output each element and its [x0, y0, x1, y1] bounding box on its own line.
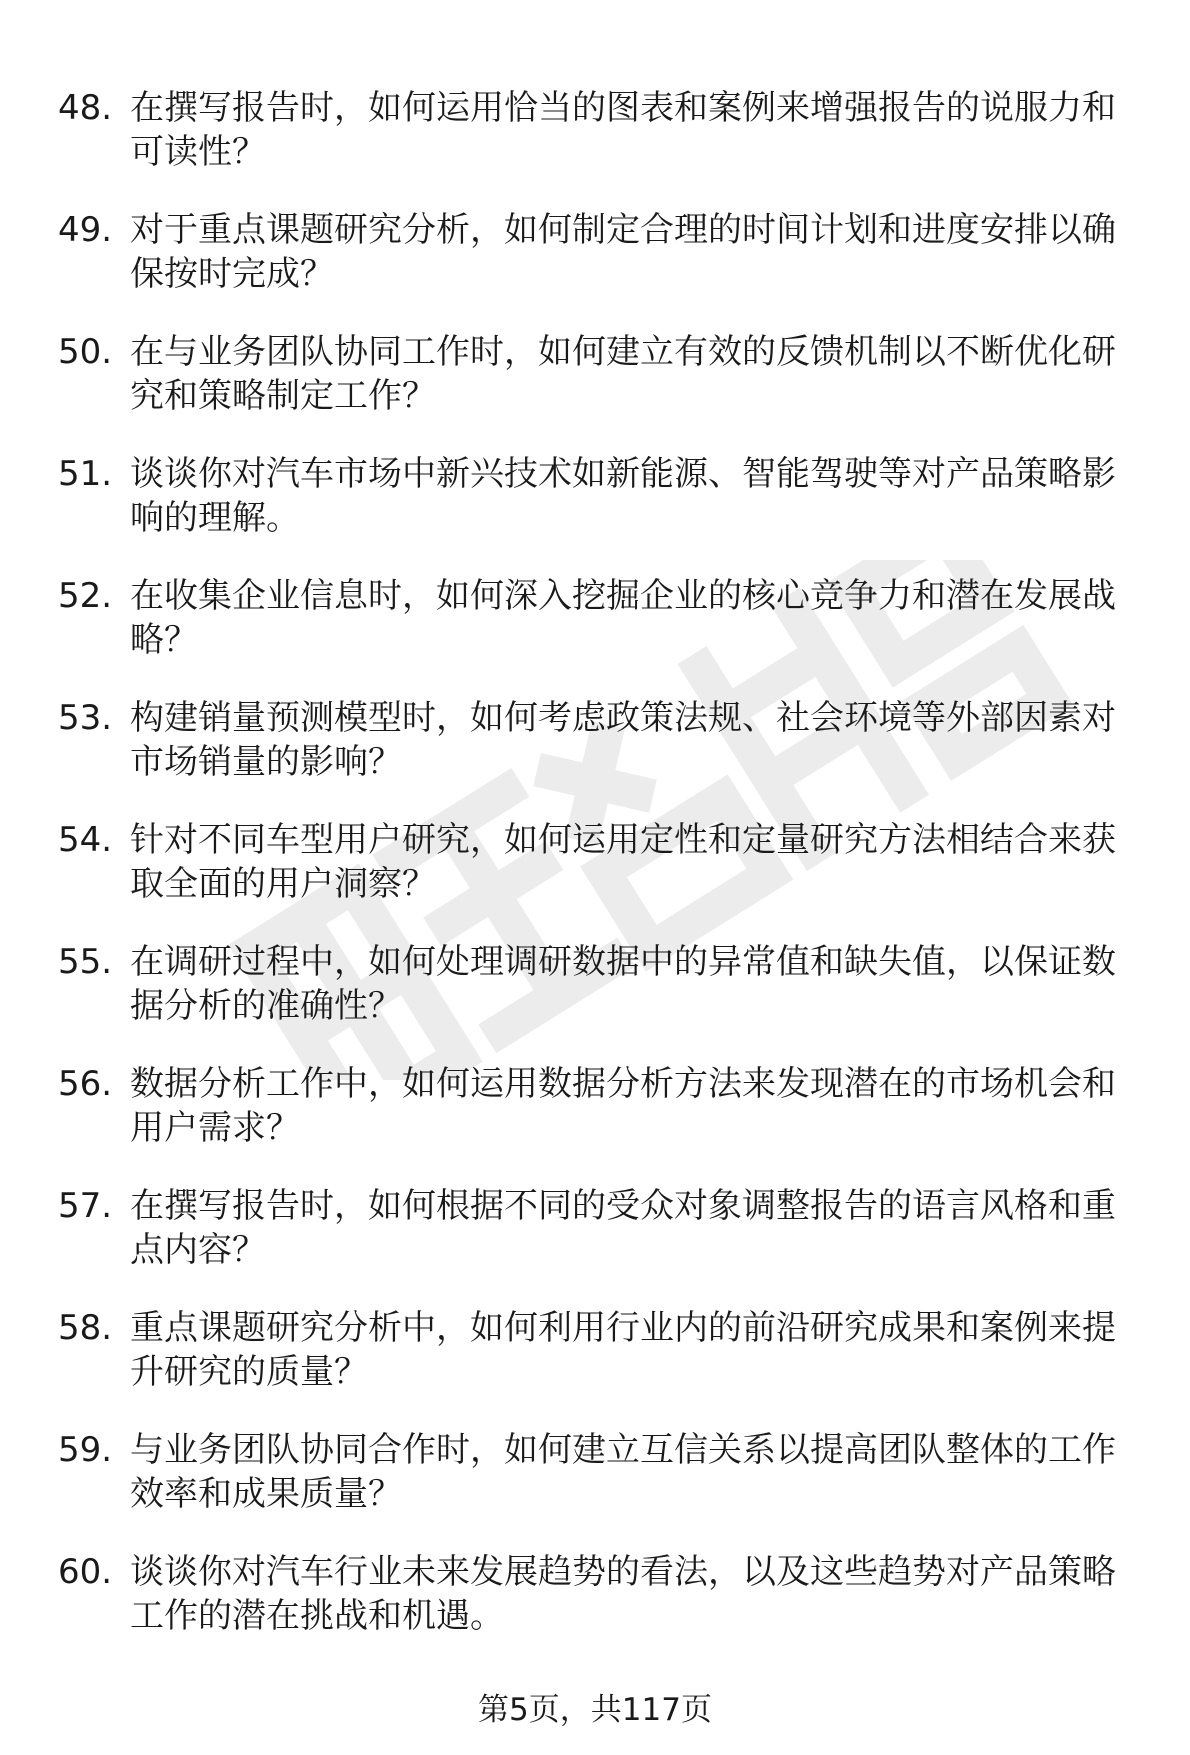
question-text: 在撰写报告时，如何运用恰当的图表和案例来增强报告的说服力和可读性？ [130, 88, 1116, 172]
question-item-52 [58, 574, 1148, 696]
question-number: 52. [58, 576, 113, 616]
question-item-58 [58, 1306, 1148, 1428]
question-number: 57. [58, 1186, 113, 1226]
question-item-55 [58, 940, 1148, 1062]
question-text: 在撰写报告时，如何根据不同的受众对象调整报告的语言风格和重点内容？ [130, 1186, 1116, 1270]
question-number: 55. [58, 942, 113, 982]
question-text: 在与业务团队协同工作时，如何建立有效的反馈机制以不断优化研究和策略制定工作？ [130, 332, 1116, 416]
question-text: 在收集企业信息时，如何深入挖掘企业的核心竞争力和潜在发展战略？ [130, 576, 1116, 660]
question-text: 对于重点课题研究分析，如何制定合理的时间计划和进度安排以确保按时完成？ [130, 210, 1116, 294]
question-list [58, 86, 1148, 1672]
question-number: 51. [58, 454, 113, 494]
page-footer [0, 1690, 1190, 1730]
page-number-label: 第5页，共117页 [478, 1692, 712, 1728]
question-item-49 [58, 208, 1148, 330]
question-text: 重点课题研究分析中，如何利用行业内的前沿研究成果和案例来提升研究的质量？ [130, 1308, 1116, 1392]
question-item-48 [58, 86, 1148, 208]
question-item-56 [58, 1062, 1148, 1184]
question-number: 53. [58, 698, 113, 738]
question-text: 数据分析工作中，如何运用数据分析方法来发现潜在的市场机会和用户需求？ [130, 1064, 1116, 1148]
question-item-59 [58, 1428, 1148, 1550]
question-number: 48. [58, 88, 113, 128]
question-text: 针对不同车型用户研究，如何运用定性和定量研究方法相结合来获取全面的用户洞察？ [130, 820, 1116, 904]
question-number: 59. [58, 1430, 113, 1470]
question-text: 与业务团队协同合作时，如何建立互信关系以提高团队整体的工作效率和成果质量？ [130, 1430, 1116, 1514]
question-number: 58. [58, 1308, 113, 1348]
question-item-54 [58, 818, 1148, 940]
question-item-57 [58, 1184, 1148, 1306]
question-number: 60. [58, 1552, 113, 1592]
question-number: 50. [58, 332, 113, 372]
question-text: 在调研过程中，如何处理调研数据中的异常值和缺失值，以保证数据分析的准确性？ [130, 942, 1116, 1026]
question-number: 56. [58, 1064, 113, 1104]
question-text: 谈谈你对汽车行业未来发展趋势的看法，以及这些趋势对产品策略工作的潜在挑战和机遇。 [130, 1552, 1116, 1636]
question-number: 54. [58, 820, 113, 860]
question-item-60 [58, 1550, 1148, 1672]
question-item-50 [58, 330, 1148, 452]
question-item-53 [58, 696, 1148, 818]
question-text: 谈谈你对汽车市场中新兴技术如新能源、智能驾驶等对产品策略影响的理解。 [130, 454, 1116, 538]
question-number: 49. [58, 210, 113, 250]
question-text: 构建销量预测模型时，如何考虑政策法规、社会环境等外部因素对市场销量的影响？ [130, 698, 1116, 782]
question-item-51 [58, 452, 1148, 574]
